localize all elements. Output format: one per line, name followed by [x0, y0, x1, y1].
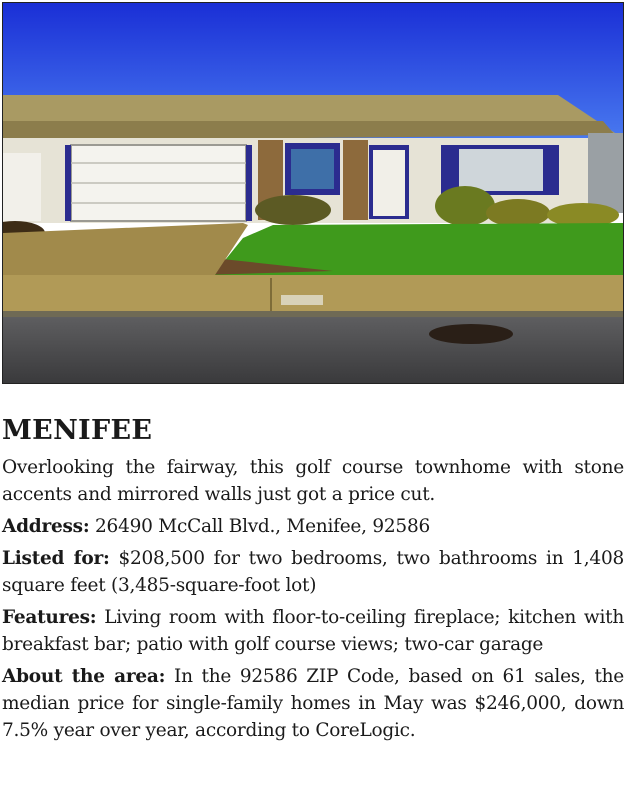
manhole-cover — [429, 324, 513, 344]
features-value: Living room with floor-to-ceiling fireplace; kitchen with breakfast bar; patio with golf course views; two-car garage — [2, 607, 624, 655]
listed-value: $208,500 for two bedrooms, two bathrooms in 1,408 square feet (3,485-square-foot lot) — [2, 548, 624, 596]
address-line — [2, 513, 624, 540]
house-photo — [2, 2, 624, 384]
area-label: About the area: — [2, 666, 166, 687]
street — [3, 317, 623, 383]
area-value: In the 92586 ZIP Code, based on 61 sales, the median price for single-family homes in May was $246,000, down 7.5% year over year, according to CoreLogic. — [2, 666, 625, 741]
listed-label: Listed for: — [2, 548, 110, 569]
features-line — [2, 604, 624, 658]
listed-line — [2, 545, 624, 599]
listing-intro: Overlooking the fairway, this golf course townhome with stone accents and mirrored walls just got a price cut. — [2, 457, 624, 505]
sidewalk — [3, 275, 623, 313]
listing-article — [2, 414, 624, 749]
listing-headline: MENIFEE — [2, 415, 153, 446]
area-line — [2, 663, 624, 744]
address-value: 26490 McCall Blvd., Menifee, 92586 — [89, 516, 430, 537]
address-label: Address: — [2, 516, 90, 537]
features-label: Features: — [2, 607, 97, 628]
shrub — [255, 195, 331, 225]
